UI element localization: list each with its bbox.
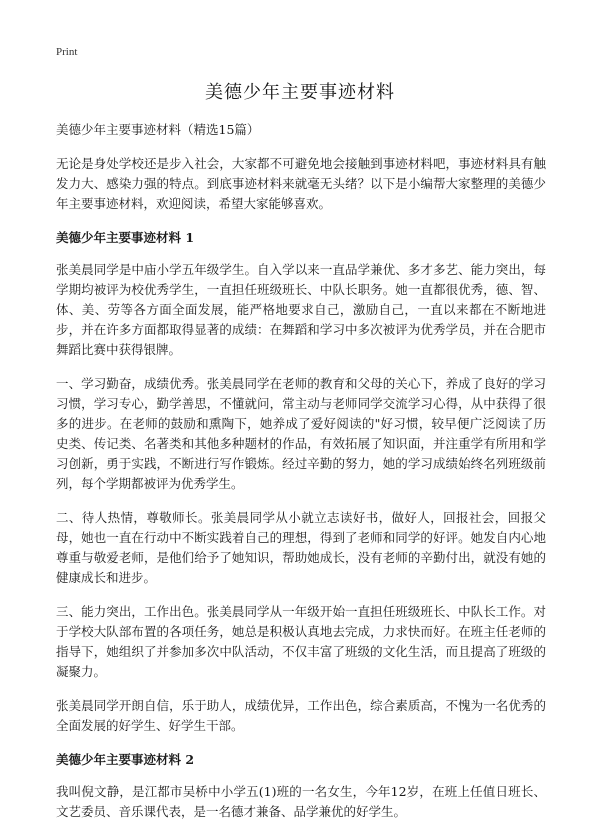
section-heading-2: 美德少年主要事迹材料 2 <box>56 752 195 767</box>
section1-paragraph-3: 二、待人热情，尊敬师长。张美晨同学从小就立志读好书，做好人，回报社会，回报父母，她也一直在行动中不断实践着自己的理想，得到了老师和同学的好评。她发自内心地尊重与敬爱老师，是他们给予了她知识，帮助她成长，没有老师的辛勤付出，就没有她的健康成长和进步。 <box>56 510 546 585</box>
section1-paragraph-4: 三、能力突出，工作出色。张美晨同学从一年级开始一直担任班级班长、中队长工作。对于学校大队部布置的各项任务，她总是积极认真地去完成，力求快而好。在班主任老师的指导下，她组织了并参加多次中队活动，不仅丰富了班级的文化生活，而且提高了班级的凝聚力。 <box>56 604 546 679</box>
print-link[interactable]: Print <box>56 46 78 58</box>
article-subtitle: 美德少年主要事迹材料（精选15篇） <box>56 122 260 137</box>
section2-paragraph-1: 我叫倪文静，是江都市吴桥中小学五(1)班的一名女生，今年12岁，在班上任值日班长、文艺委员、音乐课代表，是一名德才兼备、品学兼优的好学生。 <box>56 784 546 819</box>
section1-paragraph-1: 张美晨同学是中庙小学五年级学生。自入学以来一直品学兼优、多才多艺、能力突出，每学期均被评为校优秀学生，一直担任班级班长、中队长职务。她一直都很优秀，德、智、体、美、劳等各方面全面发展，能严格地要求自己，激励自己，一直以来都在不断地进步，并在许多方面都取得显著的成绩：在舞蹈和学习中多次被评为优秀学员，并在合肥市舞蹈比赛中获得银牌。 <box>56 262 546 357</box>
intro-paragraph: 无论是身处学校还是步入社会，大家都不可避免地会接触到事迹材料吧，事迹材料具有触发力大、感染力强的特点。到底事迹材料来就毫无头绪？以下是小编帮大家整理的美德少年主要事迹材料，欢迎阅读，希望大家能够喜欢。 <box>56 156 546 211</box>
section1-paragraph-5: 张美晨同学开朗自信，乐于助人，成绩优异，工作出色，综合素质高，不愧为一名优秀的全面发展的好学生、好学生干部。 <box>56 698 546 733</box>
section1-paragraph-2: 一、学习勤奋，成绩优秀。张美晨同学在老师的教育和父母的关心下，养成了良好的学习习惯，学习专心，勤学善思，不懂就问，常主动与老师同学交流学习心得，从中获得了很多的进步。在老师的鼓励和熏陶下，她养成了爱好阅读的"好习惯，较早便广泛阅读了历史类、传记类、名著类和其他多种题材的作品，有效拓展了知识面，并注重学有所用和学习创新，勇于实践，不断进行写作锻炼。经过辛勤的努力，她的学习成绩始终名列班级前列，每个学期都被评为优秀学生。 <box>56 376 546 491</box>
page-title: 美德少年主要事迹材料 <box>205 82 395 103</box>
section-heading-1: 美德少年主要事迹材料 1 <box>56 230 195 245</box>
article-body <box>56 120 546 836</box>
